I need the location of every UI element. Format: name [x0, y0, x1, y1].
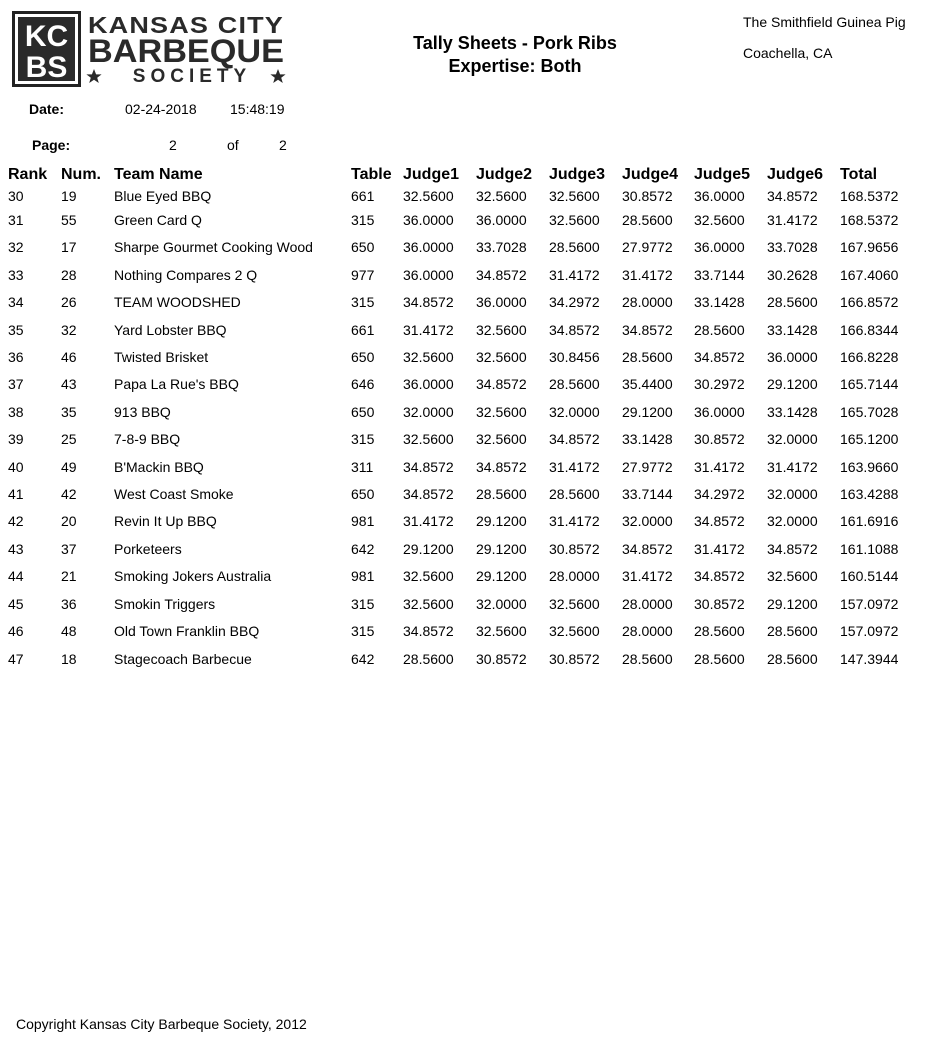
cell-judge4: 34.8572 [622, 321, 673, 338]
table-row [8, 563, 903, 590]
date-label: Date: [29, 101, 65, 117]
cell-num: 21 [61, 568, 77, 585]
cell-judge2: 29.1200 [476, 513, 527, 530]
cell-team-name: Sharpe Gourmet Cooking Wood [114, 239, 313, 256]
cell-judge6: 36.0000 [767, 349, 818, 366]
cell-judge2: 34.8572 [476, 458, 527, 475]
logo-star-right-icon [270, 69, 285, 83]
cell-judge1: 32.5600 [403, 431, 454, 448]
cell-judge2: 28.5600 [476, 486, 527, 503]
cell-judge6: 31.4172 [767, 212, 818, 228]
cell-judge1: 36.0000 [403, 266, 454, 283]
report-title [365, 32, 665, 78]
table-row [8, 454, 903, 481]
cell-rank: 34 [8, 294, 24, 311]
cell-judge4: 27.9772 [622, 458, 673, 475]
cell-judge5: 34.8572 [694, 568, 745, 585]
cell-rank: 39 [8, 431, 24, 448]
cell-num: 25 [61, 431, 77, 448]
cell-judge4: 28.0000 [622, 595, 673, 612]
cell-team-name: Yard Lobster BBQ [114, 321, 227, 338]
cell-total: 168.5372 [840, 212, 899, 228]
cell-team-name: Porketeers [114, 540, 182, 557]
logo-mark-top: KC [24, 20, 69, 53]
cell-rank: 46 [8, 623, 24, 640]
cell-judge3: 32.5600 [549, 188, 600, 204]
cell-judge5: 30.2972 [694, 376, 745, 393]
cell-judge5: 34.8572 [694, 349, 745, 366]
cell-total: 165.7028 [840, 403, 899, 420]
cell-table: 642 [351, 540, 375, 557]
cell-rank: 38 [8, 403, 24, 420]
cell-judge4: 28.5600 [622, 212, 673, 228]
cell-judge6: 32.0000 [767, 431, 818, 448]
tally-table [8, 164, 903, 673]
cell-judge6: 31.4172 [767, 458, 818, 475]
page-of: of [227, 137, 239, 153]
report-title-line1: Tally Sheets - Pork Ribs [413, 33, 617, 53]
cell-judge3: 28.5600 [549, 239, 600, 256]
cell-judge4: 28.5600 [622, 650, 673, 667]
cell-total: 161.6916 [840, 513, 899, 530]
event-info [743, 14, 906, 76]
table-body [8, 186, 903, 673]
cell-total: 157.0972 [840, 623, 899, 640]
cell-team-name: West Coast Smoke [114, 486, 234, 503]
cell-judge2: 30.8572 [476, 650, 527, 667]
cell-judge3: 30.8572 [549, 540, 600, 557]
cell-judge6: 28.5600 [767, 294, 818, 311]
cell-judge1: 31.4172 [403, 321, 454, 338]
cell-judge2: 36.0000 [476, 294, 527, 311]
cell-judge4: 28.0000 [622, 623, 673, 640]
cell-team-name: B'Mackin BBQ [114, 458, 204, 475]
cell-judge5: 34.8572 [694, 513, 745, 530]
table-row [8, 508, 903, 535]
cell-judge1: 31.4172 [403, 513, 454, 530]
cell-team-name: Smokin Triggers [114, 595, 216, 612]
col-header-judge5: Judge5 [694, 166, 751, 183]
col-header-total: Total [840, 166, 878, 183]
cell-judge2: 32.5600 [476, 431, 527, 448]
cell-judge1: 32.5600 [403, 188, 454, 204]
cell-total: 163.4288 [840, 486, 899, 503]
cell-judge6: 32.0000 [767, 513, 818, 530]
logo-star-left-icon [86, 69, 101, 83]
cell-judge4: 34.8572 [622, 540, 673, 557]
cell-judge2: 34.8572 [476, 266, 527, 283]
page-label: Page: [32, 137, 71, 153]
cell-judge2: 33.7028 [476, 239, 527, 256]
cell-judge5: 32.5600 [694, 212, 745, 228]
cell-judge4: 33.1428 [622, 431, 673, 448]
cell-num: 48 [61, 623, 77, 640]
cell-judge6: 28.5600 [767, 650, 818, 667]
table-row [8, 317, 903, 344]
table-row [8, 344, 903, 371]
cell-rank: 41 [8, 486, 24, 503]
cell-table: 315 [351, 294, 375, 311]
cell-judge2: 29.1200 [476, 540, 527, 557]
cell-total: 165.7144 [840, 376, 899, 393]
cell-num: 49 [61, 458, 77, 475]
cell-judge5: 36.0000 [694, 403, 745, 420]
cell-total: 157.0972 [840, 595, 899, 612]
cell-judge3: 30.8456 [549, 349, 600, 366]
cell-judge5: 31.4172 [694, 540, 745, 557]
table-row [8, 262, 903, 289]
cell-judge2: 29.1200 [476, 568, 527, 585]
cell-num: 19 [61, 188, 77, 204]
cell-judge2: 32.5600 [476, 349, 527, 366]
page-total: 2 [279, 137, 287, 153]
cell-table: 650 [351, 403, 375, 420]
cell-judge2: 32.5600 [476, 321, 527, 338]
cell-team-name: Green Card Q [114, 212, 202, 228]
col-header-judge1: Judge1 [403, 166, 460, 183]
cell-table: 315 [351, 431, 375, 448]
cell-judge1: 34.8572 [403, 486, 454, 503]
cell-table: 646 [351, 376, 375, 393]
logo-line-barbeque: BARBEQUE [88, 33, 284, 69]
cell-judge3: 34.8572 [549, 321, 600, 338]
table-row [8, 399, 903, 426]
cell-judge4: 35.4400 [622, 376, 673, 393]
cell-total: 167.4060 [840, 266, 899, 283]
cell-table: 977 [351, 266, 375, 283]
cell-judge5: 30.8572 [694, 431, 745, 448]
cell-judge3: 31.4172 [549, 513, 600, 530]
cell-judge3: 34.2972 [549, 294, 600, 311]
col-header-rank: Rank [8, 166, 48, 183]
cell-judge6: 28.5600 [767, 623, 818, 640]
cell-total: 166.8344 [840, 321, 899, 338]
cell-judge4: 32.0000 [622, 513, 673, 530]
cell-rank: 35 [8, 321, 24, 338]
cell-table: 981 [351, 568, 375, 585]
copyright-footer: Copyright Kansas City Barbeque Society, 2012 [16, 1016, 307, 1032]
cell-judge3: 30.8572 [549, 650, 600, 667]
cell-judge6: 32.0000 [767, 486, 818, 503]
cell-num: 26 [61, 294, 77, 311]
cell-judge4: 31.4172 [622, 568, 673, 585]
kcbs-logo-graphic [12, 11, 287, 87]
cell-team-name: Blue Eyed BBQ [114, 188, 212, 204]
cell-judge3: 34.8572 [549, 431, 600, 448]
cell-judge4: 28.0000 [622, 294, 673, 311]
cell-table: 661 [351, 188, 375, 204]
cell-judge6: 29.1200 [767, 595, 818, 612]
cell-table: 315 [351, 595, 375, 612]
cell-judge3: 31.4172 [549, 266, 600, 283]
logo-line-society: SOCIETY [132, 66, 252, 87]
cell-rank: 43 [8, 540, 24, 557]
event-location: Coachella, CA [743, 45, 833, 61]
cell-total: 168.5372 [840, 188, 899, 204]
cell-judge4: 27.9772 [622, 239, 673, 256]
cell-judge1: 36.0000 [403, 212, 454, 228]
cell-team-name: Smoking Jokers Australia [114, 568, 272, 585]
cell-num: 42 [61, 486, 77, 503]
cell-judge5: 36.0000 [694, 188, 745, 204]
cell-total: 166.8572 [840, 294, 899, 311]
cell-rank: 44 [8, 568, 24, 585]
cell-total: 163.9660 [840, 458, 899, 475]
cell-judge5: 30.8572 [694, 595, 745, 612]
cell-team-name: Revin It Up BBQ [114, 513, 217, 530]
cell-rank: 40 [8, 458, 24, 475]
cell-judge4: 31.4172 [622, 266, 673, 283]
cell-rank: 31 [8, 212, 24, 228]
cell-num: 35 [61, 403, 77, 420]
cell-rank: 37 [8, 376, 24, 393]
report-title-line2: Expertise: Both [448, 56, 582, 76]
cell-judge5: 33.1428 [694, 294, 745, 311]
cell-judge5: 31.4172 [694, 458, 745, 475]
cell-team-name: TEAM WOODSHED [114, 294, 241, 311]
kcbs-logo [12, 11, 287, 87]
cell-judge6: 33.1428 [767, 321, 818, 338]
cell-total: 147.3944 [840, 650, 899, 667]
cell-judge2: 34.8572 [476, 376, 527, 393]
cell-judge4: 30.8572 [622, 188, 673, 204]
cell-num: 17 [61, 239, 77, 256]
cell-table: 650 [351, 486, 375, 503]
table-row [8, 536, 903, 563]
table-row [8, 186, 903, 207]
cell-judge5: 33.7144 [694, 266, 745, 283]
cell-judge1: 29.1200 [403, 540, 454, 557]
cell-judge1: 36.0000 [403, 376, 454, 393]
cell-judge1: 34.8572 [403, 458, 454, 475]
cell-rank: 36 [8, 349, 24, 366]
cell-judge6: 30.2628 [767, 266, 818, 283]
cell-num: 18 [61, 650, 77, 667]
table-header [8, 164, 903, 186]
cell-rank: 47 [8, 650, 24, 667]
header-row [8, 164, 903, 186]
cell-judge6: 33.7028 [767, 239, 818, 256]
cell-table: 311 [351, 458, 374, 475]
cell-num: 55 [61, 212, 77, 228]
cell-judge1: 36.0000 [403, 239, 454, 256]
cell-table: 661 [351, 321, 375, 338]
cell-num: 36 [61, 595, 77, 612]
cell-judge1: 32.0000 [403, 403, 454, 420]
table-row [8, 618, 903, 645]
cell-judge2: 32.5600 [476, 623, 527, 640]
table-row [8, 591, 903, 618]
col-header-team-name: Team Name [114, 166, 203, 183]
cell-team-name: Papa La Rue's BBQ [114, 376, 239, 393]
table-row [8, 481, 903, 508]
cell-judge2: 32.5600 [476, 403, 527, 420]
table-row [8, 207, 903, 234]
cell-table: 315 [351, 212, 375, 228]
cell-judge4: 28.5600 [622, 349, 673, 366]
cell-table: 642 [351, 650, 375, 667]
cell-judge5: 34.2972 [694, 486, 745, 503]
cell-judge3: 28.0000 [549, 568, 600, 585]
col-header-judge6: Judge6 [767, 166, 824, 183]
cell-judge3: 32.5600 [549, 595, 600, 612]
cell-judge2: 36.0000 [476, 212, 527, 228]
cell-judge1: 34.8572 [403, 294, 454, 311]
cell-table: 650 [351, 349, 375, 366]
cell-num: 28 [61, 266, 77, 283]
page-current: 2 [169, 137, 177, 153]
cell-team-name: Old Town Franklin BBQ [114, 623, 260, 640]
table-row [8, 371, 903, 398]
time-value: 15:48:19 [230, 101, 285, 117]
cell-table: 650 [351, 239, 375, 256]
cell-num: 32 [61, 321, 77, 338]
logo-line-kansas-city: KANSAS CITY [88, 12, 284, 38]
cell-judge1: 32.5600 [403, 568, 454, 585]
table-row [8, 234, 903, 261]
date-value: 02-24-2018 [125, 101, 197, 117]
cell-rank: 45 [8, 595, 24, 612]
table-row [8, 646, 903, 673]
cell-num: 20 [61, 513, 77, 530]
cell-table: 315 [351, 623, 375, 640]
cell-judge6: 34.8572 [767, 540, 818, 557]
cell-total: 160.5144 [840, 568, 899, 585]
cell-judge2: 32.0000 [476, 595, 527, 612]
cell-judge3: 32.5600 [549, 623, 600, 640]
cell-num: 37 [61, 540, 77, 557]
cell-judge6: 32.5600 [767, 568, 818, 585]
cell-judge5: 28.5600 [694, 623, 745, 640]
cell-rank: 30 [8, 188, 24, 204]
cell-rank: 33 [8, 266, 24, 283]
cell-team-name: 7-8-9 BBQ [114, 431, 181, 448]
table-row [8, 289, 903, 316]
cell-judge3: 32.0000 [549, 403, 600, 420]
cell-team-name: Nothing Compares 2 Q [114, 266, 258, 283]
cell-judge4: 33.7144 [622, 486, 673, 503]
cell-judge1: 32.5600 [403, 595, 454, 612]
cell-judge4: 29.1200 [622, 403, 673, 420]
cell-team-name: Stagecoach Barbecue [114, 650, 252, 667]
cell-judge5: 28.5600 [694, 650, 745, 667]
col-header-judge2: Judge2 [476, 166, 533, 183]
cell-total: 167.9656 [840, 239, 899, 256]
cell-table: 981 [351, 513, 375, 530]
cell-judge1: 34.8572 [403, 623, 454, 640]
cell-num: 43 [61, 376, 77, 393]
logo-mark-bottom: BS [25, 51, 68, 84]
cell-judge6: 33.1428 [767, 403, 818, 420]
cell-judge1: 32.5600 [403, 349, 454, 366]
cell-judge3: 32.5600 [549, 212, 600, 228]
cell-judge5: 36.0000 [694, 239, 745, 256]
col-header-num: Num. [61, 166, 101, 183]
cell-team-name: Twisted Brisket [114, 349, 209, 366]
cell-judge6: 29.1200 [767, 376, 818, 393]
col-header-judge3: Judge3 [549, 166, 606, 183]
cell-team-name: 913 BBQ [114, 403, 171, 420]
cell-judge6: 34.8572 [767, 188, 818, 204]
col-header-table: Table [351, 166, 392, 183]
cell-judge5: 28.5600 [694, 321, 745, 338]
col-header-judge4: Judge4 [622, 166, 679, 183]
event-name: The Smithfield Guinea Pig [743, 14, 906, 30]
table-row [8, 426, 903, 453]
cell-judge3: 31.4172 [549, 458, 600, 475]
cell-judge1: 28.5600 [403, 650, 454, 667]
cell-total: 166.8228 [840, 349, 899, 366]
cell-num: 46 [61, 349, 77, 366]
cell-rank: 32 [8, 239, 24, 256]
cell-total: 165.1200 [840, 431, 899, 448]
cell-judge3: 28.5600 [549, 486, 600, 503]
cell-judge2: 32.5600 [476, 188, 527, 204]
cell-rank: 42 [8, 513, 24, 530]
cell-total: 161.1088 [840, 540, 899, 557]
cell-judge3: 28.5600 [549, 376, 600, 393]
